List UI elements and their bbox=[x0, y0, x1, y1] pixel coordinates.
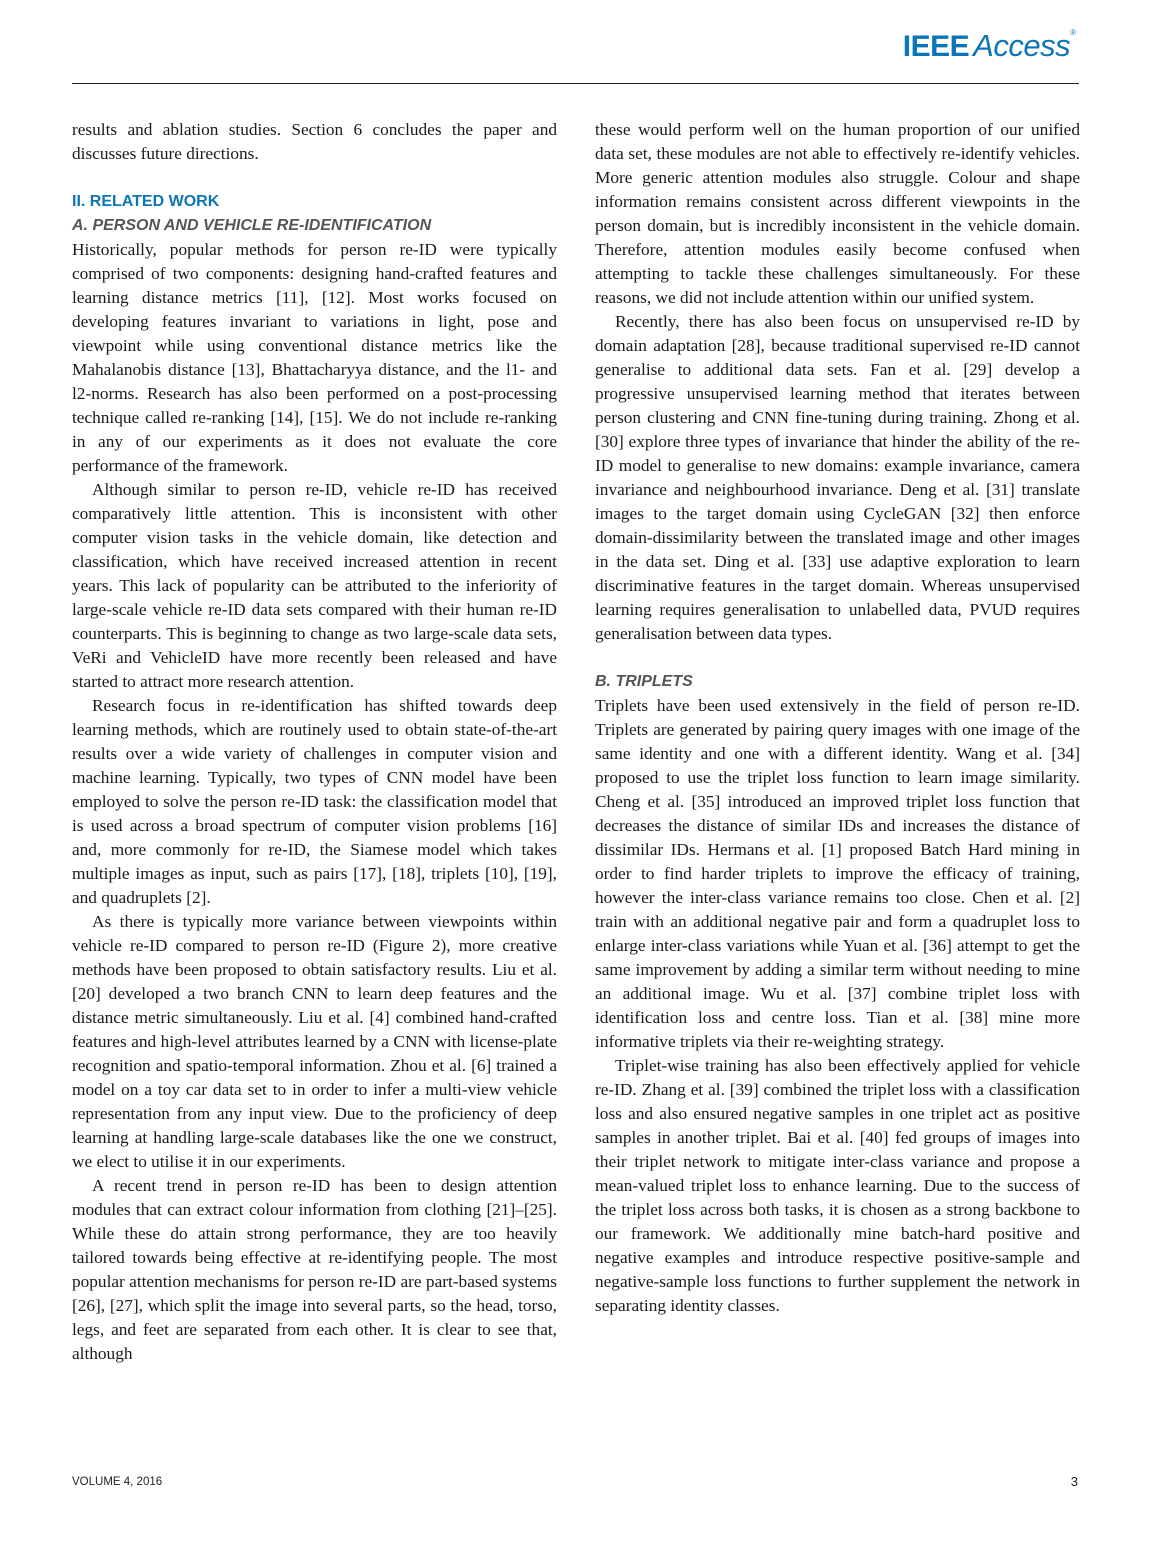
paragraph: As there is typically more variance between viewpoints within vehicle re-ID compared to person re-ID (Figure 2), more creative methods have been proposed to obtain satisfactory results. Liu et al. [20] developed a two branch CNN to learn deep features and the distance metric simultaneously. Liu et al. [4] combined hand-crafted features and high-level attributes learned by a CNN with license-plate recognition and spatio-temporal information. Zhou et al. [6] trained a model on a toy car data set to in order to infer a multi-view vehicle representation from any input view. Due to the proficiency of deep learning at handling large-scale databases like the one we construct, we elect to utilise it in our experiments. bbox=[72, 912, 557, 1171]
logo-access: Access bbox=[973, 28, 1071, 63]
left-column bbox=[72, 118, 557, 1366]
paragraph-continuation: results and ablation studies. Section 6 concludes the paper and discusses future directions. bbox=[72, 120, 557, 163]
paragraph: Although similar to person re-ID, vehicle re-ID has received comparatively little attention. This is inconsistent with other computer vision tasks in the vehicle domain, like detection and classification, which have received increased attention in recent years. This lack of popularity can be attributed to the inferiority of large-scale vehicle re-ID data sets compared with their human re-ID counterparts. This is beginning to change as two large-scale data sets, VeRi and VehicleID have more recently been released and have started to attract more research attention. bbox=[72, 480, 557, 691]
journal-logo bbox=[903, 28, 1076, 62]
footer-volume: VOLUME 4, 2016 bbox=[72, 1476, 163, 1488]
logo-trademark: ® bbox=[1070, 28, 1076, 37]
logo-ieee: IEEE bbox=[902, 30, 970, 63]
paragraph: A recent trend in person re-ID has been to design attention modules that can extract colour information from clothing [21]–[25]. While these do attain strong performance, they are too heavily tailored towards being effective at re-identifying people. The most popular attention mechanisms for person re-ID are part-based systems [26], [27], which split the image into several parts, so the head, torso, legs, and feet are separated from each other. It is clear to see that, although bbox=[72, 1176, 557, 1363]
paragraph: Triplet-wise training has also been effectively applied for vehicle re-ID. Zhang et al. [39] combined the triplet loss with a classification loss and also ensured negative samples in one triplet act as positive samples in another triplet. Bai et al. [40] fed groups of images into their triplet network to mitigate inter-class variance and propose a mean-valued triplet loss to enhance learning. Due to the success of the triplet loss across both tasks, it is chosen as a strong backbone to our framework. We additionally mine batch-hard positive and negative examples and introduce respective positive-sample and negative-sample loss functions to further supplement the network in separating identity classes. bbox=[595, 1056, 1080, 1315]
subsection-title-a: A. PERSON AND VEHICLE RE-IDENTIFICATION bbox=[72, 217, 432, 234]
subsection-title-b: B. TRIPLETS bbox=[595, 673, 693, 690]
section-title: II. RELATED WORK bbox=[72, 193, 220, 210]
page-number: 3 bbox=[1070, 1474, 1078, 1489]
paragraph-continuation: these would perform well on the human proportion of our unified data set, these modules are not able to effectively re-identify vehicles. More generic attention modules also struggle. Colour and shape information remains consistent across different viewpoints in the person domain, but is incredibly inconsistent in the vehicle domain. Therefore, attention modules easily become confused when attempting to tackle these challenges simultaneously. For these reasons, we did not include attention within our unified system. bbox=[595, 120, 1080, 307]
paragraph: Historically, popular methods for person re-ID were typically comprised of two components: designing hand-crafted features and learning distance metrics [11], [12]. Most works focused on developing features invariant to variations in light, pose and viewpoint while using conventional distance metrics like the Mahalanobis distance [13], Bhattacharyya distance, and the l1- and l2-norms. Research has also been performed on a post-processing technique called re-ranking [14], [15]. We do not include re-ranking in any of our experiments as it does not evaluate the core performance of the framework. bbox=[72, 240, 557, 475]
paragraph: Research focus in re-identification has shifted towards deep learning methods, which are routinely used to obtain state-of-the-art results over a wide variety of challenges in computer vision and machine learning. Typically, two types of CNN model have been employed to solve the person re-ID task: the classification model that is used across a broad spectrum of computer vision problems [16] and, more commonly for re-ID, the Siamese model which takes multiple images as input, such as pairs [17], [18], triplets [10], [19], and quadruplets [2]. bbox=[72, 696, 557, 907]
header-rule bbox=[72, 83, 1079, 84]
paragraph: Recently, there has also been focus on unsupervised re-ID by domain adaptation [28], because traditional supervised re-ID cannot generalise to additional data sets. Fan et al. [29] develop a progressive unsupervised learning method that iterates between person clustering and CNN fine-tuning during training. Zhong et al. [30] explore three types of invariance that hinder the ability of the re-ID model to generalise to new domains: example invariance, camera invariance and neighbourhood invariance. Deng et al. [31] translate images to the target domain using CycleGAN [32] then enforce domain-dissimilarity between the translated image and other images in the data set. Ding et al. [33] use adaptive exploration to learn discriminative features in the target domain. Whereas unsupervised learning requires generalisation to unlabelled data, PVUD requires generalisation between data types. bbox=[595, 312, 1080, 643]
right-column bbox=[595, 118, 1080, 1318]
paragraph: Triplets have been used extensively in the field of person re-ID. Triplets are generated by pairing query images with one image of the same identity and one with a different identity. Wang et al. [34] proposed to use the triplet loss function to learn image similarity. Cheng et al. [35] introduced an improved triplet loss function that decreases the distance of similar IDs and increases the distance of dissimilar IDs. Hermans et al. [1] proposed Batch Hard mining in order to find harder triplets to improve the efficacy of training, however the inter-class variance remains too close. Chen et al. [2] train with an additional negative pair and form a quadruplet loss to enlarge inter-class variations while Yuan et al. [36] attempt to get the same improvement by adding a similar term without needing to mine an additional image. Wu et al. [37] combine triplet loss with identification loss and centre loss. Tian et al. [38] mine more informative triplets via their re-weighting strategy. bbox=[595, 696, 1080, 1051]
